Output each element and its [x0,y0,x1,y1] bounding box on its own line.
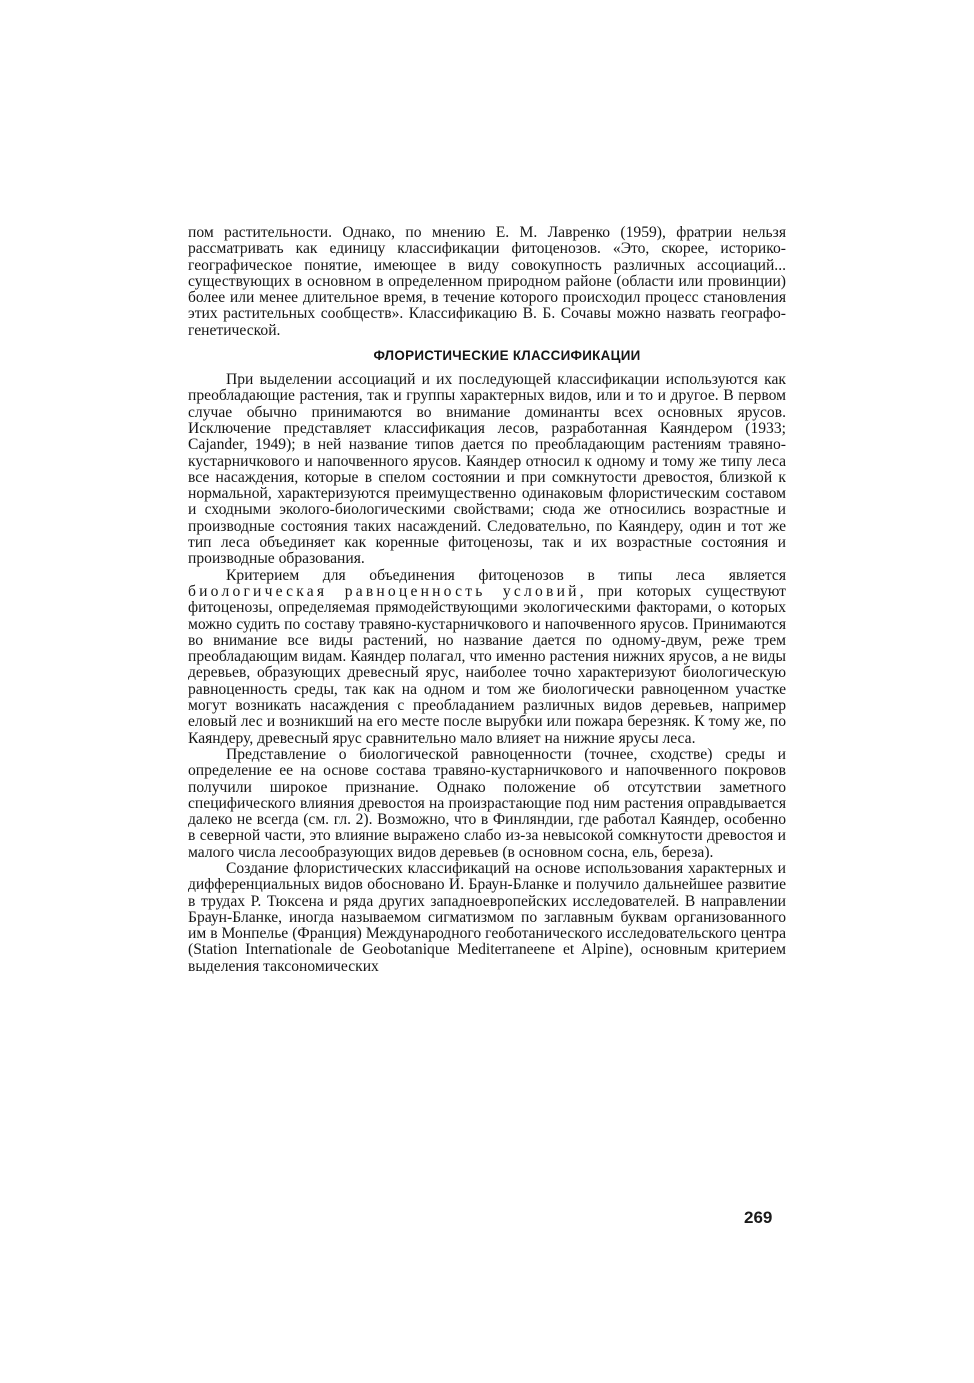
body-text [188,225,786,975]
paragraph-cajander-criterion [188,568,786,747]
section-heading: ФЛОРИСТИЧЕСКИЕ КЛАССИФИКАЦИИ [373,348,641,364]
paragraph-braun-blanquet: Создание флористических классификаций на основе использования характерных и дифференциальных видов обосновано И. Браун-Бланке и получило дальнейшее развитие в трудах Р. Тюксена и ряда других западноевропейских исследователей. В направлении Браун-Бланке, иногда называемом сигматизмом по заглавным буквам организованного им в Монпелье (Франция) Международного геоботанического исследовательского центра (Station Internationale de Geobotanique Mediterranеene et Alpine), основным критерием выделения таксономических [188,859,786,975]
paragraph-continuation: пом растительности. Однако, по мнению Е. М. Лавренко (1959), фратрии нельзя рассматривать как единицу классификации фитоценозов. «Это, скорее, историко-географическое понятие, имеющее в виду совокупность различных ассоциаций... существующих в основном в определенном природном районе (области или провинции) более или менее длительное время, в течение которого происходил процесс становления этих растительных сообществ». Классификацию В. Б. Сочавы можно назвать географо-генетической. [188,224,786,339]
paragraph-text-before: Критерием для объединения фитоценозов в типы леса является [226,566,786,584]
paragraph-biological-equivalence: Представление о биологической равноценности (точнее, сходстве) среды и определение ее на основе состава травяно-кустарничкового и напочвенного покровов получили широкое признание. Однако положение об отсутствии заметного специфического влияния древостоя на произрастающие под ним растения оправдывается далеко не всегда (см. гл. 2). Возможно, что в Финляндии, где работал Каяндер, особенно в северной части, это влияние выражено слабо из-за невысокой сомкнутости древостоя и малого числа лесообразующих видов деревьев (в основном сосна, ель, береза). [188,745,786,861]
spaced-emphasis: биологическая равноценность условий [188,582,580,600]
paragraph-text-after: , при которых существуют фитоценозы, определяемая прямодействующими экологическими факторами, о которых можно судить по составу травяно-кустарничкового и напочвенного ярусов. Принимаются во внимание все виды растений, но название дается по одному-двум, реже трем преобладающим видам. Каяндер полагал, что именно растения нижних ярусов, а не виды деревьев, образующих древесный ярус, наиболее точно характеризуют биологическую равноценность среды, так как на одном и том же биологически равноценном участке могут возникать насаждения с преобладанием различных видов деревьев, например еловый лес и возникший на его месте после вырубки или пожара березняк. К тому же, по Каяндеру, древесный ярус сравнительно мало влияет на нижние ярусы леса. [188,582,786,747]
paragraph-ranking-methods: При выделении ассоциаций и их последующей классификации используются как преобладающие растения, так и группы характерных видов, или и то и другое. В первом случае обычно принимаются во внимание доминанты всех основных ярусов. Исключение представляет классификация лесов, разработанная Каяндером (1933; Cajander, 1949); в ней название типов дается по преобладающим растениям травяно-кустарничкового и напочвенного ярусов. Каяндер относил к одному и тому же типу леса все насаждения, которые в спелом состоянии и при сомкнутости древостоя, близкой к нормальной, характеризуются преимущественно одинаковым флористическим составом и сходными эколого-биологическими свойствами; сюда же относились возрастные и производные состояния таких насаждений. Следовательно, по Каяндеру, один и тот же тип леса объединяет как коренные фитоценозы, так и их возрастные состояния и производные образования. [188,371,786,568]
page-number: 269 [744,1208,773,1227]
